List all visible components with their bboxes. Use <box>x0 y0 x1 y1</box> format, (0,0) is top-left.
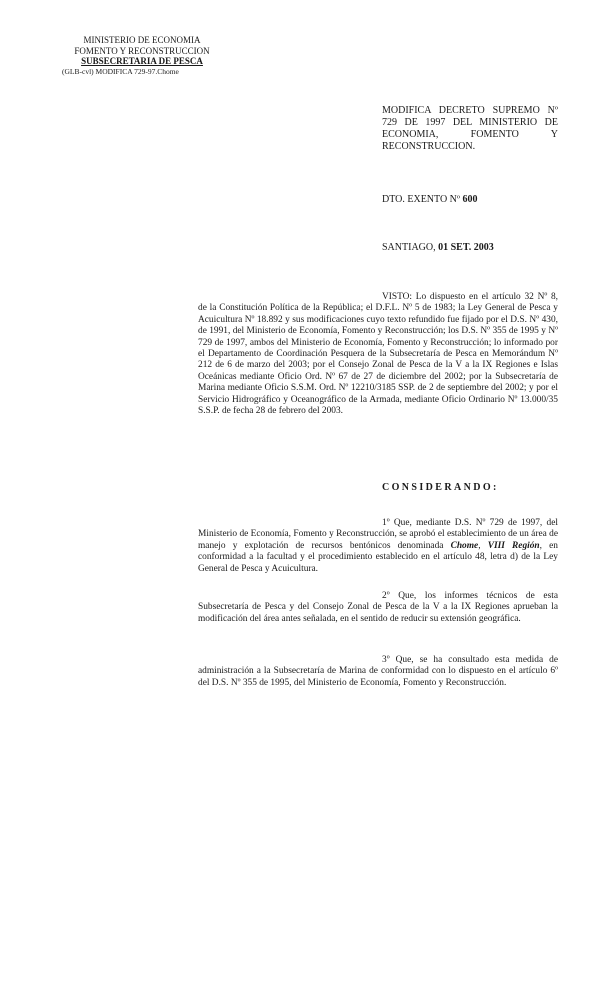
considerando-1-text-a: 1º Que, mediante D.S. Nº 729 de 1997, del Ministerio de Economía, Fomento y Reconstrucción, se aprobó el establecimiento de un área de manejo y explotación de recursos bentónicos denominada <box>198 518 558 551</box>
decree-number: 600 <box>462 194 478 205</box>
ministry-header <box>62 35 222 77</box>
considerando-1 <box>198 518 558 575</box>
ministry-name: MINISTERIO DE ECONOMIA <box>83 35 201 45</box>
subsecretary-name: SUBSECRETARIA DE PESCA <box>81 56 203 66</box>
considerando-1-text-b: , en conformidad a la facultad y el procedimiento establecido en el artículo 48, letra d) de la Ley General de Pesca y Acuicultura. <box>198 540 558 574</box>
decree-place: SANTIAGO, <box>382 242 436 253</box>
visto-paragraph: VISTO: Lo dispuesto en el artículo 32 Nº 8, de la Constitución Política de la República; el D.F.L. Nº 5 de 1983; la Ley General de Pesca y Acuicultura Nº 18.892 y sus modificaciones cuyo texto refundido fue fijado por el D.S. Nº 430, de 1991, del Ministerio de Economía, Fomento y Reconstrucción; los D.S. Nº 355 de 1995 y Nº 729 de 1997, ambos del Ministerio de Economía, Fomento y Reconstrucción; lo informado por el Departamento de Coordinación Pesquera de la Subsecretaría de Pesca en Memorándum Nº 212 de 6 de marzo del 2003; por el Consejo Zonal de Pesca de la V a la IX Regiones e Islas Oceánicas mediante Oficio Ord. Nº 67 de 27 de diciembre del 2002; por la Subsecretaría de Marina mediante Oficio S.S.M. Ord. Nº 12210/3185 SSP. de 2 de septiembre del 2002; y por el Servicio Hidrográfico y Oceanográfico de la Armada, mediante Oficio Ordinario Nº 13.000/35 S.S.P. de fecha 28 de febrero del 2003. <box>198 292 558 417</box>
decree-subject: MODIFICA DECRETO SUPREMO Nº 729 DE 1997 DEL MINISTERIO DE ECONOMIA, FOMENTO Y RECONSTRUCCION. <box>382 105 558 152</box>
considerando-2: 2º Que, los informes técnicos de esta Subsecretaría de Pesca y del Consejo Zonal de Pesca de la V a la IX Regiones aprueban la modificación del área antes señalada, en el sentido de reducir su extensión geográfica. <box>198 591 558 624</box>
decree-number-line <box>382 194 478 206</box>
decree-date: 01 SET. 2003 <box>438 242 494 253</box>
decree-date-line <box>382 242 494 254</box>
considerando-3: 3º Que, se ha consultado esta medida de administración a la Subsecretaría de Marina de conformidad con lo dispuesto en el artículo 6º del D.S. Nº 355 de 1995, del Ministerio de Economía, Fomento y Reconstrucción. <box>198 655 558 688</box>
ministry-name-cont: FOMENTO Y RECONSTRUCCION <box>74 45 210 56</box>
considerando-1-sep: , <box>478 540 488 551</box>
region-name: VIII Región <box>487 540 540 551</box>
decree-label: DTO. EXENTO Nº <box>382 194 461 205</box>
document-reference: (GLB-cvl) MODIFICA 729-97.Chome <box>62 66 179 76</box>
considerando-heading: CONSIDERANDO: <box>382 482 499 493</box>
area-name: Chome <box>450 540 479 551</box>
